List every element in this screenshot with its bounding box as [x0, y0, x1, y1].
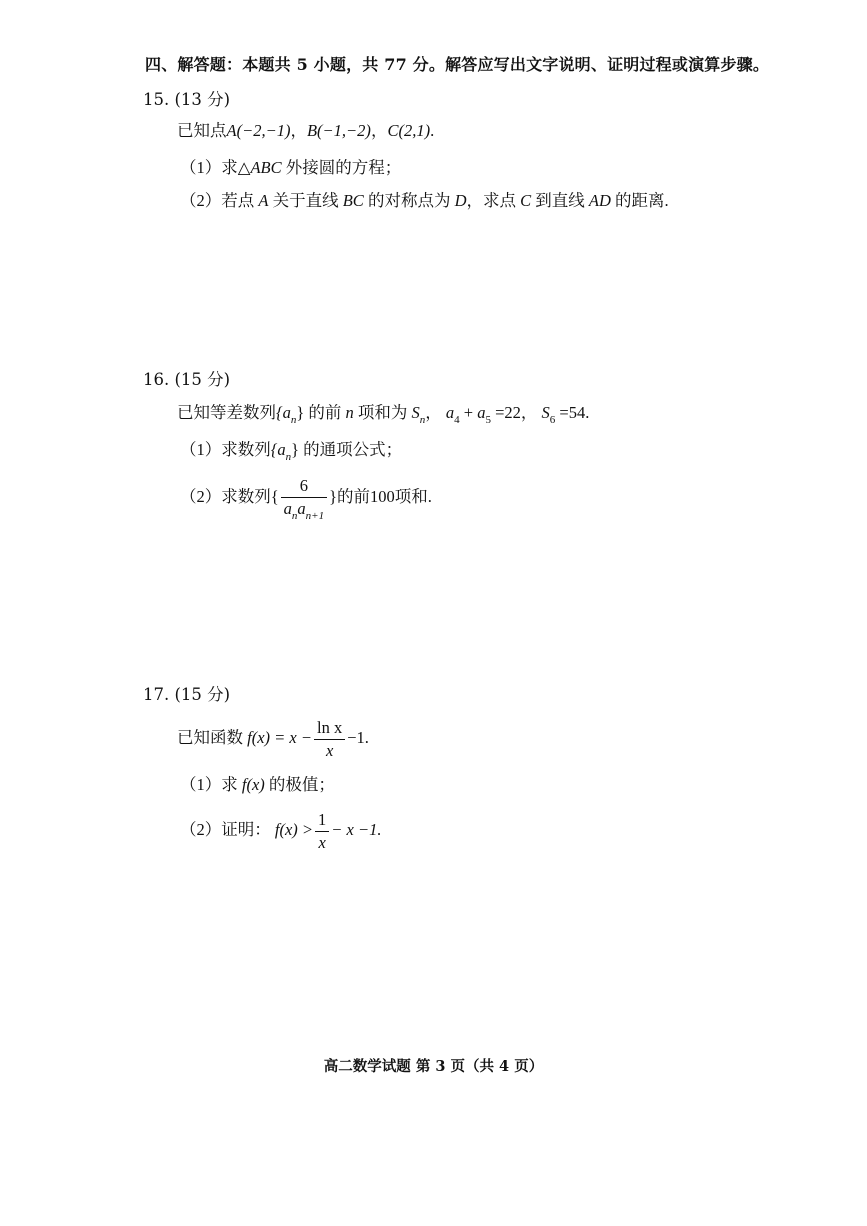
- q17-number: 17.: [143, 685, 170, 704]
- q17-fraction: $\frac{\text{ln x}}{x}$: [314, 718, 345, 761]
- q15-header: [143, 88, 230, 112]
- q16-score: (15 分): [174, 370, 231, 389]
- q16-header: [143, 368, 230, 392]
- q17-fraction-2: $\frac{1}{x}$: [315, 810, 329, 853]
- section-title: 四、解答题：本题共 5 小题，共 77 分。解答应写出文字说明、证明过程或演算步骤。: [145, 55, 770, 74]
- point-c: C(2,1): [387, 121, 431, 140]
- q17-part1: （1）求 f(x) 的极值；: [180, 775, 335, 794]
- point-a: A(−2,−1): [226, 121, 291, 140]
- q16-fraction: $\frac{6}{a_na_{n+1}}$: [281, 476, 327, 521]
- point-b: B(−1,−2): [306, 121, 371, 140]
- q15-score: (13 分): [174, 90, 231, 109]
- q15-part1: （1）求△ABC 外接圆的方程；: [180, 158, 402, 177]
- q17-stem: 已知函数 f(x) = x − $\frac{\text{ln x}}{x}$ −1.: [177, 717, 369, 760]
- q16-number: 16.: [143, 370, 170, 389]
- q15-stem: 已知点A(−2,−1)，B(−1,−2)，C(2,1).: [177, 121, 435, 140]
- page-footer: 高二数学试题 第 3 页（共 4 页）: [323, 1058, 544, 1075]
- q16-part1: （1）求数列$\{a_n\}$ 的通项公式；: [180, 440, 403, 463]
- q17-score: (15 分): [174, 685, 231, 704]
- q17-part2: （2）证明： f(x) > $\frac{1}{x}$ − x −1.: [180, 809, 382, 852]
- q16-stem: 已知等差数列$\{a_n\}$ 的前 n 项和为 $S_n$， $a_4 + a_5 =22$， $S_6 =54$.: [177, 403, 590, 426]
- q16-part2: （2）求数列{ $\frac{6}{a_na_{n+1}}$ }的前100项和.: [180, 475, 432, 522]
- q17-header: [143, 683, 230, 707]
- q15-part2: （2）若点 A 关于直线 BC 的对称点为 D，求点 C 到直线 AD 的距离.: [180, 191, 669, 210]
- q15-number: 15.: [143, 90, 170, 109]
